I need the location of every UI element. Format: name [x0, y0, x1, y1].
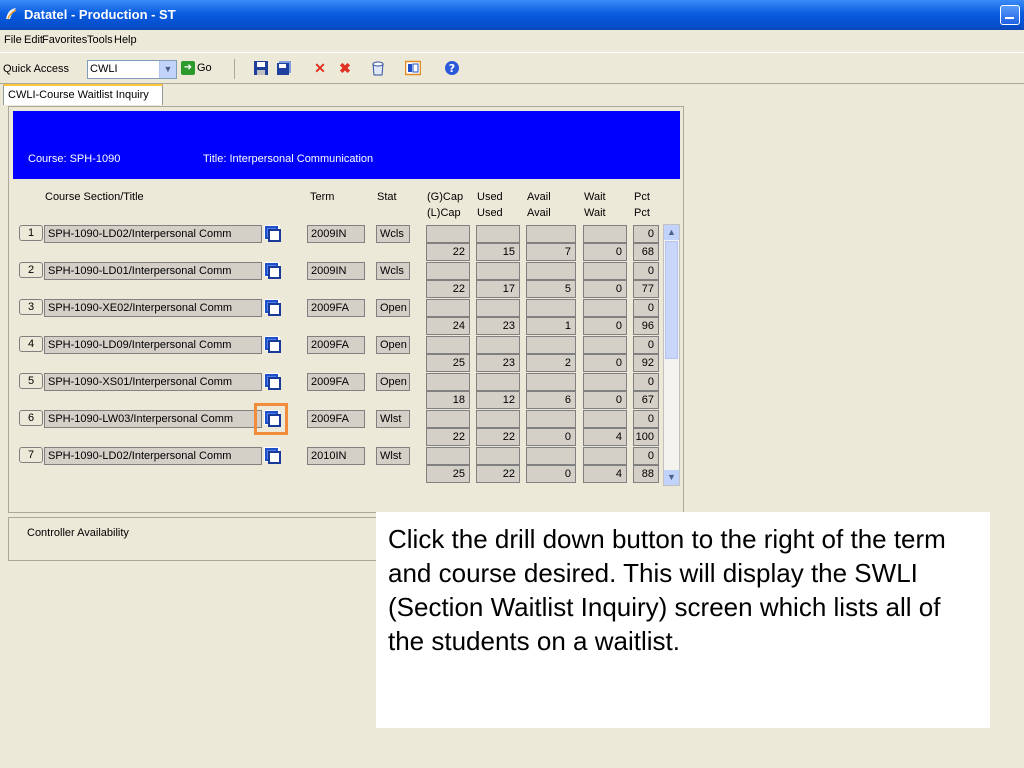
- gused-field[interactable]: [476, 299, 520, 317]
- status-field[interactable]: [376, 225, 410, 243]
- header-wait: Wait: [584, 191, 606, 203]
- svg-text:?: ?: [448, 62, 456, 75]
- lcap-field[interactable]: [426, 465, 470, 483]
- menu-tools[interactable]: Tools: [87, 34, 113, 46]
- status-value: Wcls: [380, 228, 404, 240]
- lcap-value: 25: [452, 357, 465, 369]
- status-value: Open: [380, 376, 407, 388]
- term-field[interactable]: [307, 410, 365, 428]
- lcap-field[interactable]: [426, 428, 470, 446]
- lwait-value: 4: [615, 468, 622, 480]
- gwait-field[interactable]: [583, 373, 627, 391]
- row-number-button[interactable]: 5: [19, 373, 43, 389]
- minimize-button[interactable]: [1000, 5, 1020, 25]
- drill-down-button[interactable]: [264, 336, 280, 351]
- term-field[interactable]: [307, 336, 365, 354]
- lused-field[interactable]: [476, 317, 520, 335]
- scroll-up-icon[interactable]: ▲: [664, 225, 679, 240]
- chevron-down-icon[interactable]: ▼: [159, 61, 176, 78]
- course-section-field[interactable]: [44, 262, 262, 280]
- lcap-field[interactable]: [426, 317, 470, 335]
- term-value: 2010IN: [311, 450, 347, 462]
- gwait-field[interactable]: [583, 262, 627, 280]
- lused-value: 12: [502, 394, 515, 406]
- lused-field[interactable]: [476, 428, 520, 446]
- lcap-value: 25: [452, 468, 465, 480]
- lused-field[interactable]: [476, 391, 520, 409]
- gused-field[interactable]: [476, 373, 520, 391]
- form-icon[interactable]: [405, 60, 421, 76]
- drill-down-button[interactable]: [264, 373, 280, 388]
- banner-title: Title: Interpersonal Communication: [203, 153, 374, 165]
- toolbar: [0, 52, 1024, 84]
- gwait-field[interactable]: [583, 225, 627, 243]
- drill-down-button[interactable]: [264, 262, 280, 277]
- scroll-thumb[interactable]: [665, 241, 678, 359]
- gpct-value: 0: [647, 302, 654, 314]
- gcap-field[interactable]: [426, 336, 470, 354]
- drill-down-button[interactable]: [264, 225, 280, 240]
- lcap-field[interactable]: [426, 354, 470, 372]
- lavail-value: 6: [564, 394, 571, 406]
- table-row: [0, 373, 690, 409]
- lused-value: 15: [502, 246, 515, 258]
- gavail-field[interactable]: [526, 225, 576, 243]
- lcap-field[interactable]: [426, 280, 470, 298]
- row-number-button[interactable]: 4: [19, 336, 43, 352]
- instruction-callout: [376, 512, 990, 728]
- gcap-field[interactable]: [426, 262, 470, 280]
- gcap-field[interactable]: [426, 373, 470, 391]
- lpct-field[interactable]: [633, 243, 659, 261]
- gpct-value: 0: [647, 228, 654, 240]
- status-value: Open: [380, 302, 407, 314]
- lavail-value: 0: [564, 468, 571, 480]
- header-avail: Avail: [527, 191, 551, 203]
- header-used-local: Used: [477, 207, 503, 219]
- lwait-field[interactable]: [583, 391, 627, 409]
- gavail-field[interactable]: [526, 447, 576, 465]
- course-section-field[interactable]: [44, 299, 262, 317]
- drill-down-highlight: [254, 403, 288, 435]
- term-field[interactable]: [307, 299, 365, 317]
- course-section-value: SPH-1090-LD02/Interpersonal Comm: [48, 450, 232, 462]
- term-field[interactable]: [307, 225, 365, 243]
- gcap-field[interactable]: [426, 410, 470, 428]
- status-field[interactable]: [376, 299, 410, 317]
- lavail-field[interactable]: [526, 428, 576, 446]
- lavail-field[interactable]: [526, 465, 576, 483]
- status-field[interactable]: [376, 447, 410, 465]
- status-value: Wlst: [380, 450, 402, 462]
- header-pct-local: Pct: [634, 207, 650, 219]
- quick-access-value: CWLI: [90, 63, 118, 75]
- controller-availability-panel: [8, 517, 410, 561]
- lpct-value: 96: [641, 320, 654, 332]
- lpct-field[interactable]: [633, 317, 659, 335]
- status-field[interactable]: [376, 410, 410, 428]
- controller-label: Controller Availability: [27, 527, 129, 539]
- term-value: 2009IN: [311, 228, 347, 240]
- lused-field[interactable]: [476, 280, 520, 298]
- cancel-all-icon[interactable]: ✖: [339, 60, 351, 76]
- lwait-field[interactable]: [583, 243, 627, 261]
- gavail-field[interactable]: [526, 410, 576, 428]
- app-icon: [4, 7, 18, 21]
- lpct-value: 68: [641, 246, 654, 258]
- save-all-icon[interactable]: [276, 60, 292, 76]
- table-row: [0, 447, 690, 483]
- gcap-field[interactable]: [426, 447, 470, 465]
- gwait-field[interactable]: [583, 447, 627, 465]
- banner-course: Course: SPH-1090: [28, 153, 121, 165]
- header-avail-local: Avail: [527, 207, 551, 219]
- lpct-value: 100: [635, 431, 654, 443]
- table-row: [0, 336, 690, 372]
- lused-field[interactable]: [476, 243, 520, 261]
- row-number-button[interactable]: 7: [19, 447, 43, 463]
- lcap-value: 18: [452, 394, 465, 406]
- lwait-value: 0: [615, 246, 622, 258]
- go-arrow-icon: ➜: [181, 61, 195, 75]
- term-value: 2009FA: [311, 413, 349, 425]
- gpct-field[interactable]: [633, 225, 659, 243]
- status-field[interactable]: [376, 373, 410, 391]
- gpct-field[interactable]: [633, 299, 659, 317]
- gused-field[interactable]: [476, 262, 520, 280]
- lused-value: 22: [502, 431, 515, 443]
- status-field[interactable]: [376, 336, 410, 354]
- gpct-field[interactable]: [633, 262, 659, 280]
- status-value: Open: [380, 339, 407, 351]
- lavail-value: 2: [564, 357, 571, 369]
- gcap-field[interactable]: [426, 225, 470, 243]
- menu-edit[interactable]: Edit: [24, 34, 43, 46]
- table-row: [0, 225, 690, 261]
- course-banner: [13, 111, 680, 179]
- gavail-field[interactable]: [526, 262, 576, 280]
- save-icon[interactable]: [253, 60, 269, 76]
- course-section-value: SPH-1090-XE02/Interpersonal Comm: [48, 302, 233, 314]
- course-section-value: SPH-1090-XS01/Interpersonal Comm: [48, 376, 233, 388]
- table-row: [0, 262, 690, 298]
- gused-field[interactable]: [476, 447, 520, 465]
- lpct-field[interactable]: [633, 428, 659, 446]
- lpct-field[interactable]: [633, 391, 659, 409]
- lcap-field[interactable]: [426, 243, 470, 261]
- lused-field[interactable]: [476, 354, 520, 372]
- lwait-field[interactable]: [583, 280, 627, 298]
- gpct-field[interactable]: [633, 447, 659, 465]
- tab-label: CWLI-Course Waitlist Inquiry: [8, 89, 149, 101]
- lwait-value: 4: [615, 431, 622, 443]
- lused-field[interactable]: [476, 465, 520, 483]
- menu-help[interactable]: Help: [114, 34, 137, 46]
- cancel-icon[interactable]: ✕: [314, 60, 326, 76]
- lcap-value: 24: [452, 320, 465, 332]
- term-field[interactable]: [307, 373, 365, 391]
- gwait-field[interactable]: [583, 336, 627, 354]
- gavail-field[interactable]: [526, 299, 576, 317]
- lavail-field[interactable]: [526, 243, 576, 261]
- header-pct: Pct: [634, 191, 650, 203]
- lavail-field[interactable]: [526, 280, 576, 298]
- gpct-field[interactable]: [633, 336, 659, 354]
- gavail-field[interactable]: [526, 336, 576, 354]
- lavail-value: 5: [564, 283, 571, 295]
- gavail-field[interactable]: [526, 373, 576, 391]
- gpct-value: 0: [647, 376, 654, 388]
- lavail-field[interactable]: [526, 354, 576, 372]
- lcap-value: 22: [452, 246, 465, 258]
- lused-value: 17: [502, 283, 515, 295]
- course-section-field[interactable]: [44, 410, 262, 428]
- gpct-value: 0: [647, 413, 654, 425]
- lpct-field[interactable]: [633, 354, 659, 372]
- lpct-field[interactable]: [633, 280, 659, 298]
- menu-favorites[interactable]: Favorites: [42, 34, 88, 46]
- course-section-field[interactable]: [44, 373, 262, 391]
- lavail-field[interactable]: [526, 317, 576, 335]
- callout-text: Click the drill down button to the right of the term and course desired. This will display the SWLI (Section Waitlist Inquiry) screen which lists all of the students on a waitlist.: [388, 524, 946, 656]
- lwait-field[interactable]: [583, 317, 627, 335]
- lused-value: 22: [502, 468, 515, 480]
- quick-access-select[interactable]: [87, 60, 177, 79]
- trash-icon[interactable]: [370, 60, 386, 76]
- go-label: Go: [197, 62, 212, 74]
- toolbar-separator: [234, 59, 235, 79]
- window-title: Datatel - Production - ST: [24, 7, 176, 22]
- lpct-value: 77: [641, 283, 654, 295]
- go-button[interactable]: [181, 61, 212, 77]
- scroll-down-icon[interactable]: ▼: [664, 470, 679, 485]
- quick-access-label: Quick Access: [3, 63, 70, 75]
- help-icon[interactable]: [444, 60, 460, 76]
- row-number-button[interactable]: 1: [19, 225, 43, 241]
- course-section-value: SPH-1090-LD09/Interpersonal Comm: [48, 339, 232, 351]
- gcap-field[interactable]: [426, 299, 470, 317]
- table-row: [0, 410, 690, 446]
- tab-cwli[interactable]: [3, 84, 163, 105]
- lavail-value: 0: [564, 431, 571, 443]
- course-section-field[interactable]: [44, 447, 262, 465]
- header-lcap: (L)Cap: [427, 207, 461, 219]
- header-wait-local: Wait: [584, 207, 606, 219]
- lavail-field[interactable]: [526, 391, 576, 409]
- lcap-field[interactable]: [426, 391, 470, 409]
- term-value: 2009FA: [311, 376, 349, 388]
- course-section-field[interactable]: [44, 225, 262, 243]
- lwait-value: 0: [615, 357, 622, 369]
- course-section-field[interactable]: [44, 336, 262, 354]
- row-number-button[interactable]: 6: [19, 410, 43, 426]
- status-value: Wlst: [380, 413, 402, 425]
- table-row: [0, 299, 690, 335]
- lcap-value: 22: [452, 283, 465, 295]
- lwait-field[interactable]: [583, 465, 627, 483]
- drill-down-button[interactable]: [264, 447, 280, 462]
- status-value: Wcls: [380, 265, 404, 277]
- course-section-value: SPH-1090-LW03/Interpersonal Comm: [48, 413, 234, 425]
- gused-field[interactable]: [476, 336, 520, 354]
- lwait-field[interactable]: [583, 428, 627, 446]
- course-section-value: SPH-1090-LD02/Interpersonal Comm: [48, 228, 232, 240]
- window-titlebar: [0, 0, 1024, 30]
- term-value: 2009IN: [311, 265, 347, 277]
- term-field[interactable]: [307, 447, 365, 465]
- lwait-value: 0: [615, 283, 622, 295]
- lpct-field[interactable]: [633, 465, 659, 483]
- lwait-value: 0: [615, 394, 622, 406]
- row-number-button[interactable]: 3: [19, 299, 43, 315]
- gpct-field[interactable]: [633, 410, 659, 428]
- gused-field[interactable]: [476, 225, 520, 243]
- header-gcap: (G)Cap: [427, 191, 464, 203]
- gwait-field[interactable]: [583, 299, 627, 317]
- header-used: Used: [477, 191, 503, 203]
- term-value: 2009FA: [311, 339, 349, 351]
- lused-value: 23: [502, 357, 515, 369]
- lcap-value: 22: [452, 431, 465, 443]
- header-term: Term: [310, 191, 335, 203]
- lavail-value: 1: [564, 320, 571, 332]
- term-value: 2009FA: [311, 302, 349, 314]
- lwait-field[interactable]: [583, 354, 627, 372]
- gwait-field[interactable]: [583, 410, 627, 428]
- lpct-value: 92: [641, 357, 654, 369]
- lpct-value: 88: [641, 468, 654, 480]
- row-number-button[interactable]: 2: [19, 262, 43, 278]
- status-field[interactable]: [376, 262, 410, 280]
- course-section-value: SPH-1090-LD01/Interpersonal Comm: [48, 265, 232, 277]
- gused-field[interactable]: [476, 410, 520, 428]
- header-section: Course Section/Title: [45, 191, 144, 203]
- lpct-value: 67: [641, 394, 654, 406]
- scrollbar[interactable]: [663, 224, 680, 486]
- gpct-value: 0: [647, 265, 654, 277]
- lused-value: 23: [502, 320, 515, 332]
- drill-down-button[interactable]: [264, 299, 280, 314]
- menu-file[interactable]: File: [4, 34, 22, 46]
- gpct-value: 0: [647, 450, 654, 462]
- term-field[interactable]: [307, 262, 365, 280]
- gpct-value: 0: [647, 339, 654, 351]
- header-stat: Stat: [377, 191, 397, 203]
- lavail-value: 7: [564, 246, 571, 258]
- lwait-value: 0: [615, 320, 622, 332]
- gpct-field[interactable]: [633, 373, 659, 391]
